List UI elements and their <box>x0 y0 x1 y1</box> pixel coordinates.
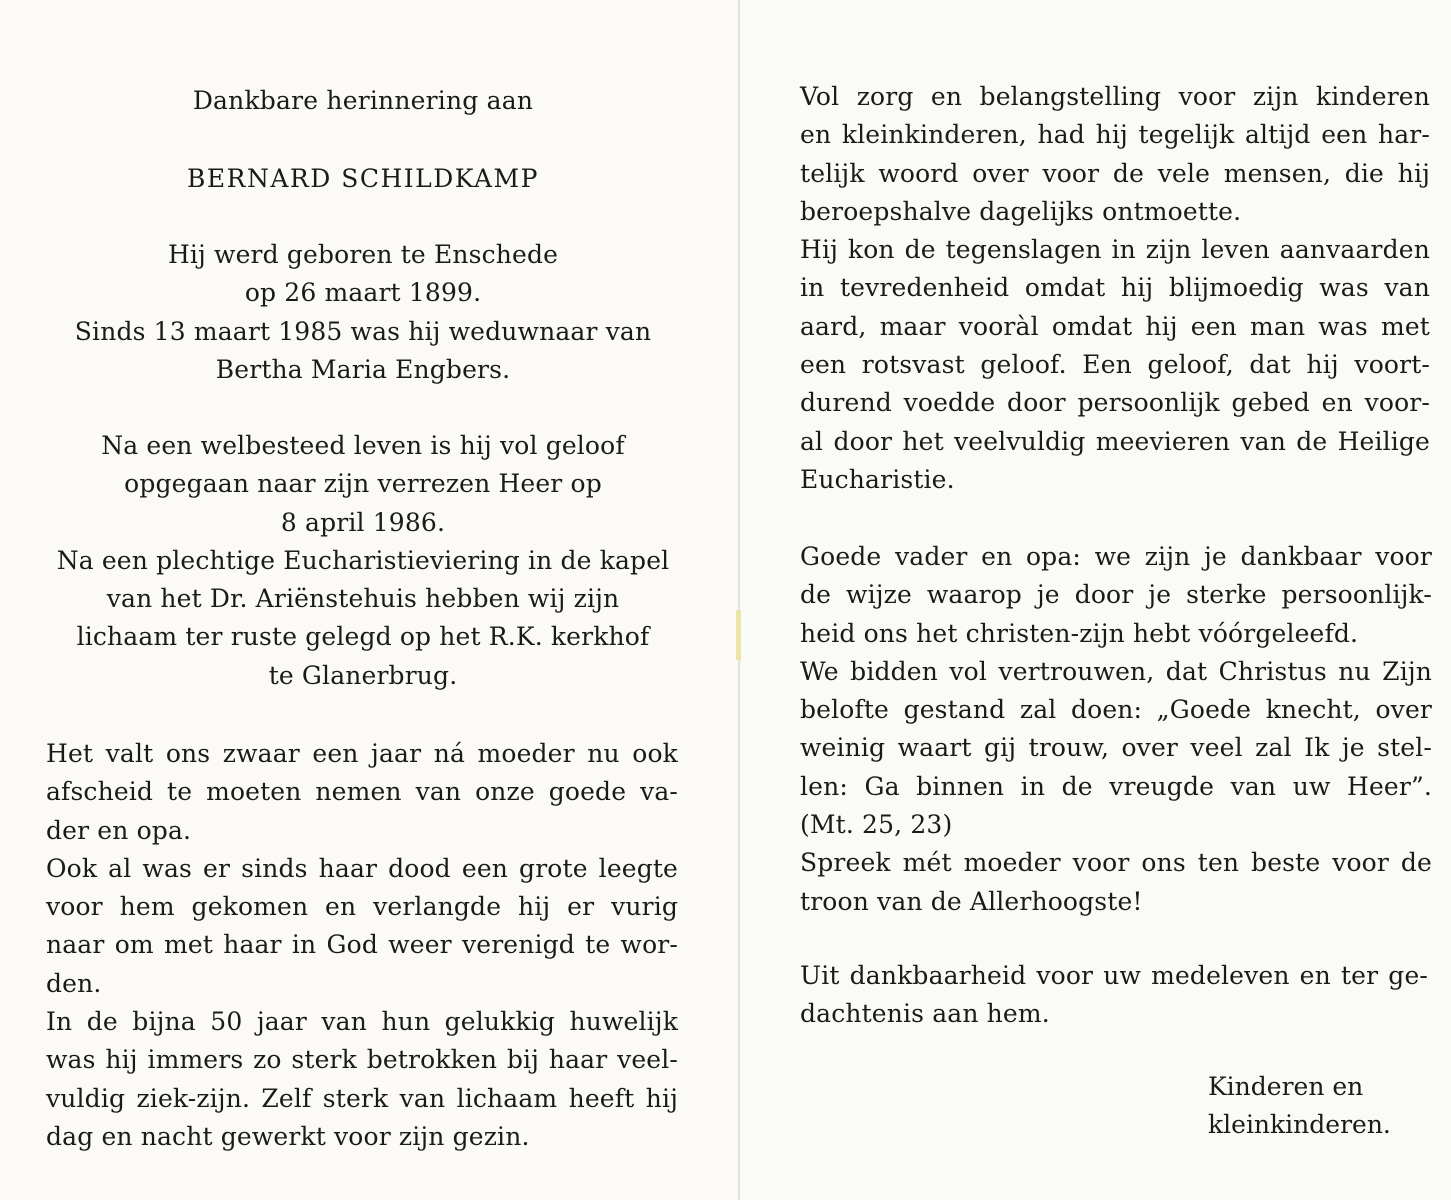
birth-line: Hij werd geboren te Enschede <box>167 240 559 269</box>
paragraph-line: Ook al was er sinds haar dood een grote leegte <box>46 853 678 883</box>
paragraph-line: Hij kon de tegenslagen in zijn leven aanvaarden <box>800 235 1430 265</box>
paragraph-line: een rotsvast geloof. Een geloof, dat hij voort- <box>800 350 1430 380</box>
paragraph-line: heid ons het christen-zijn hebt vóórgeleefd. <box>800 618 1359 648</box>
paragraph-line: durend voedde door persoonlijk gebed en voor- <box>800 388 1430 418</box>
tribute-paragraph <box>46 735 678 1156</box>
paragraph-line: naar om met haar in God weer verenigd te wor- <box>46 930 678 960</box>
paragraph-line: belofte gestand zal doen: „Goede knecht, over <box>800 695 1432 725</box>
paragraph-line: We bidden vol vertrouwen, dat Christus nu Zijn <box>800 656 1432 686</box>
death-line: lichaam ter ruste gelegd op het R.K. kerkhof <box>76 622 650 652</box>
death-line: Na een plechtige Eucharistieviering in de kapel <box>56 545 670 575</box>
gratitude-paragraph <box>800 538 1432 921</box>
paragraph-line: weinig waart gij trouw, over veel zal Ik je stel- <box>800 733 1432 763</box>
deceased-name: BERNARD SCHILDKAMP <box>187 164 539 193</box>
paragraph-line: Spreek mét moeder voor ons ten beste voor de <box>800 848 1432 878</box>
signature-line: kleinkinderen. <box>1208 1110 1391 1139</box>
paragraph-line: troon van de Allerhoogste! <box>800 886 1143 916</box>
signature-line: Kinderen en <box>1208 1072 1364 1101</box>
paragraph-line: Eucharistie. <box>800 464 955 494</box>
paragraph-line: Het valt ons zwaar een jaar ná moeder nu ook <box>46 739 678 768</box>
birth-line: op 26 maart 1899. <box>244 278 482 308</box>
paragraph-line: de wijze waarop je door je sterke persoonlijk- <box>800 580 1432 610</box>
signature <box>1208 1068 1438 1144</box>
paragraph-line: In de bijna 50 jaar van hun gelukkig huwelijk <box>46 1007 678 1037</box>
thanks-paragraph <box>800 957 1428 1034</box>
birth-line: Bertha Maria Engbers. <box>215 354 511 384</box>
paragraph-line: was hij immers zo sterk betrokken bij haar veel- <box>46 1045 678 1075</box>
heading: Dankbare herinnering aan <box>192 86 534 115</box>
paragraph-line: vuldig ziek-zijn. Zelf sterk van lichaam heeft hij <box>46 1083 678 1113</box>
paragraph-line: in tevredenheid omdat hij blijmoedig was van <box>800 273 1430 303</box>
paragraph-line: dachtenis aan hem. <box>800 999 1050 1029</box>
paragraph-line: voor hem gekomen en verlangde hij er vurig <box>46 892 678 922</box>
death-line: 8 april 1986. <box>280 507 446 537</box>
paragraph-line: (Mt. 25, 23) <box>800 810 953 840</box>
death-line: Na een welbesteed leven is hij vol geloof <box>101 431 625 460</box>
death-line: te Glanerbrug. <box>268 660 458 690</box>
paper-edge-mark <box>736 610 741 660</box>
paragraph-line: beroepshalve dagelijks ontmoette. <box>800 196 1242 226</box>
paragraph-line: afscheid te moeten nemen van onze goede va- <box>46 777 678 807</box>
paragraph-line: al door het veelvuldig meevieren van de Heilige <box>800 426 1430 456</box>
paragraph-line: den. <box>46 968 102 998</box>
death-block <box>46 427 680 695</box>
paragraph-line: Vol zorg en belangstelling voor zijn kinderen <box>800 82 1430 111</box>
care-paragraph <box>800 78 1430 499</box>
paragraph-line: aard, maar vooràl omdat hij een man was met <box>800 311 1430 341</box>
birth-line: Sinds 13 maart 1985 was hij weduwnaar van <box>74 316 652 346</box>
paragraph-line: der en opa. <box>46 815 192 845</box>
card-fold <box>738 0 740 1200</box>
paragraph-line: telijk woord over voor de vele mensen, die hij <box>800 158 1430 188</box>
paragraph-line: Goede vader en opa: we zijn je dankbaar voor <box>800 542 1432 571</box>
paragraph-line: en kleinkinderen, had hij tegelijk altijd een har- <box>800 120 1430 150</box>
paragraph-line: len: Ga binnen in de vreugde van uw Heer”. <box>800 771 1432 801</box>
paragraph-line: dag en nacht gewerkt voor zijn gezin. <box>46 1121 530 1151</box>
paragraph-line: Uit dankbaarheid voor uw medeleven en ter ge- <box>800 961 1428 990</box>
death-line: van het Dr. Ariënstehuis hebben wij zijn <box>106 584 620 614</box>
birth-block <box>46 236 680 389</box>
death-line: opgegaan naar zijn verrezen Heer op <box>124 469 602 499</box>
